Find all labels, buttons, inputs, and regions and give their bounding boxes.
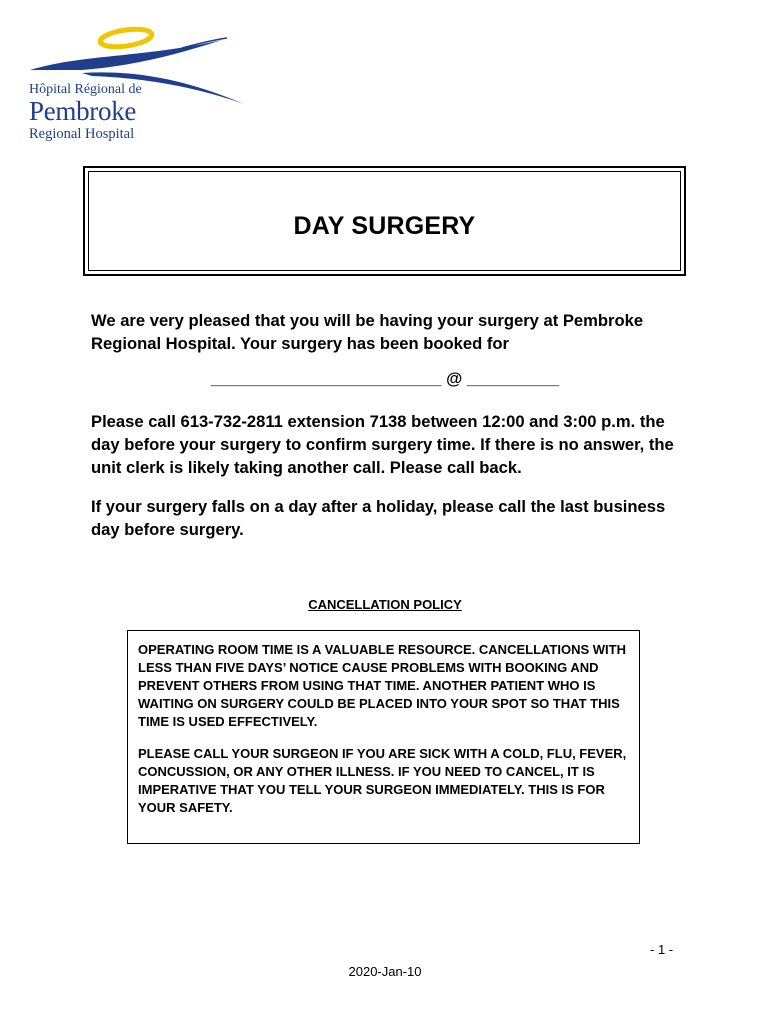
cancellation-paragraph-1: OPERATING ROOM TIME IS A VALUABLE RESOURCE. CANCELLATIONS WITH LESS THAN FIVE DAYS’ NOTICE CAUSE PROBLEMS WITH BOOKING AND PREVENT OTHERS FROM USING THAT TIME. ANOTHER PATIENT WHO IS WAITING ON SURGERY COULD BE PLACED INTO YOUR SPOT SO THAT THIS TIME IS USED EFFECTIVELY. [138, 642, 626, 729]
call-instructions-paragraph: Please call 613-732-2811 extension 7138 between 12:00 and 3:00 p.m. the day before your surgery to confirm surgery time. If there is no answer, the unit clerk is likely taking another call. Please call back. [91, 412, 674, 477]
hospital-logo [22, 18, 252, 148]
title-box [83, 166, 686, 276]
logo-text-pembroke: Pembroke [29, 96, 137, 126]
cancellation-policy-box [127, 630, 640, 844]
page-number: - 1 - [650, 942, 674, 957]
cancellation-paragraph-2: PLEASE CALL YOUR SURGEON IF YOU ARE SICK WITH A COLD, FLU, FEVER, CONCUSSION, OR ANY OTHER ILLNESS. IF YOU NEED TO CANCEL, IT IS IMPERATIVE THAT YOU TELL YOUR SURGEON IMMEDIATELY. THIS IS FOR YOUR SAFETY. [138, 746, 627, 815]
holiday-note-paragraph: If your surgery falls on a day after a holiday, please call the last business day before surgery. [91, 497, 666, 539]
document-title: DAY SURGERY [293, 212, 476, 240]
intro-paragraph: We are very pleased that you will be having your surgery at Pembroke Regional Hospital. Your surgery has been booked for [91, 311, 644, 353]
logo-text-french: Hôpital Régional de [29, 82, 142, 97]
logo-text-english: Regional Hospital [29, 126, 135, 142]
cancellation-policy-heading: CANCELLATION POLICY [308, 597, 462, 612]
booking-blank-line: _________________________ @ __________ [210, 369, 560, 388]
footer-date: 2020-Jan-10 [348, 964, 422, 979]
